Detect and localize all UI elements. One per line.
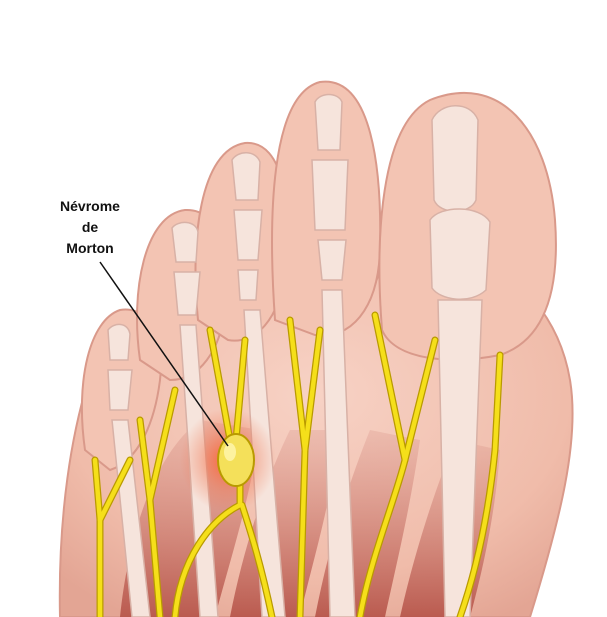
neuroma-label-line-2: de	[81, 219, 99, 235]
neuroma-label-line-3: Morton	[66, 240, 114, 256]
morton-neuroma	[218, 434, 254, 486]
neuroma-label	[30, 196, 150, 259]
neuroma-label-line-1: Névrome	[60, 198, 120, 214]
